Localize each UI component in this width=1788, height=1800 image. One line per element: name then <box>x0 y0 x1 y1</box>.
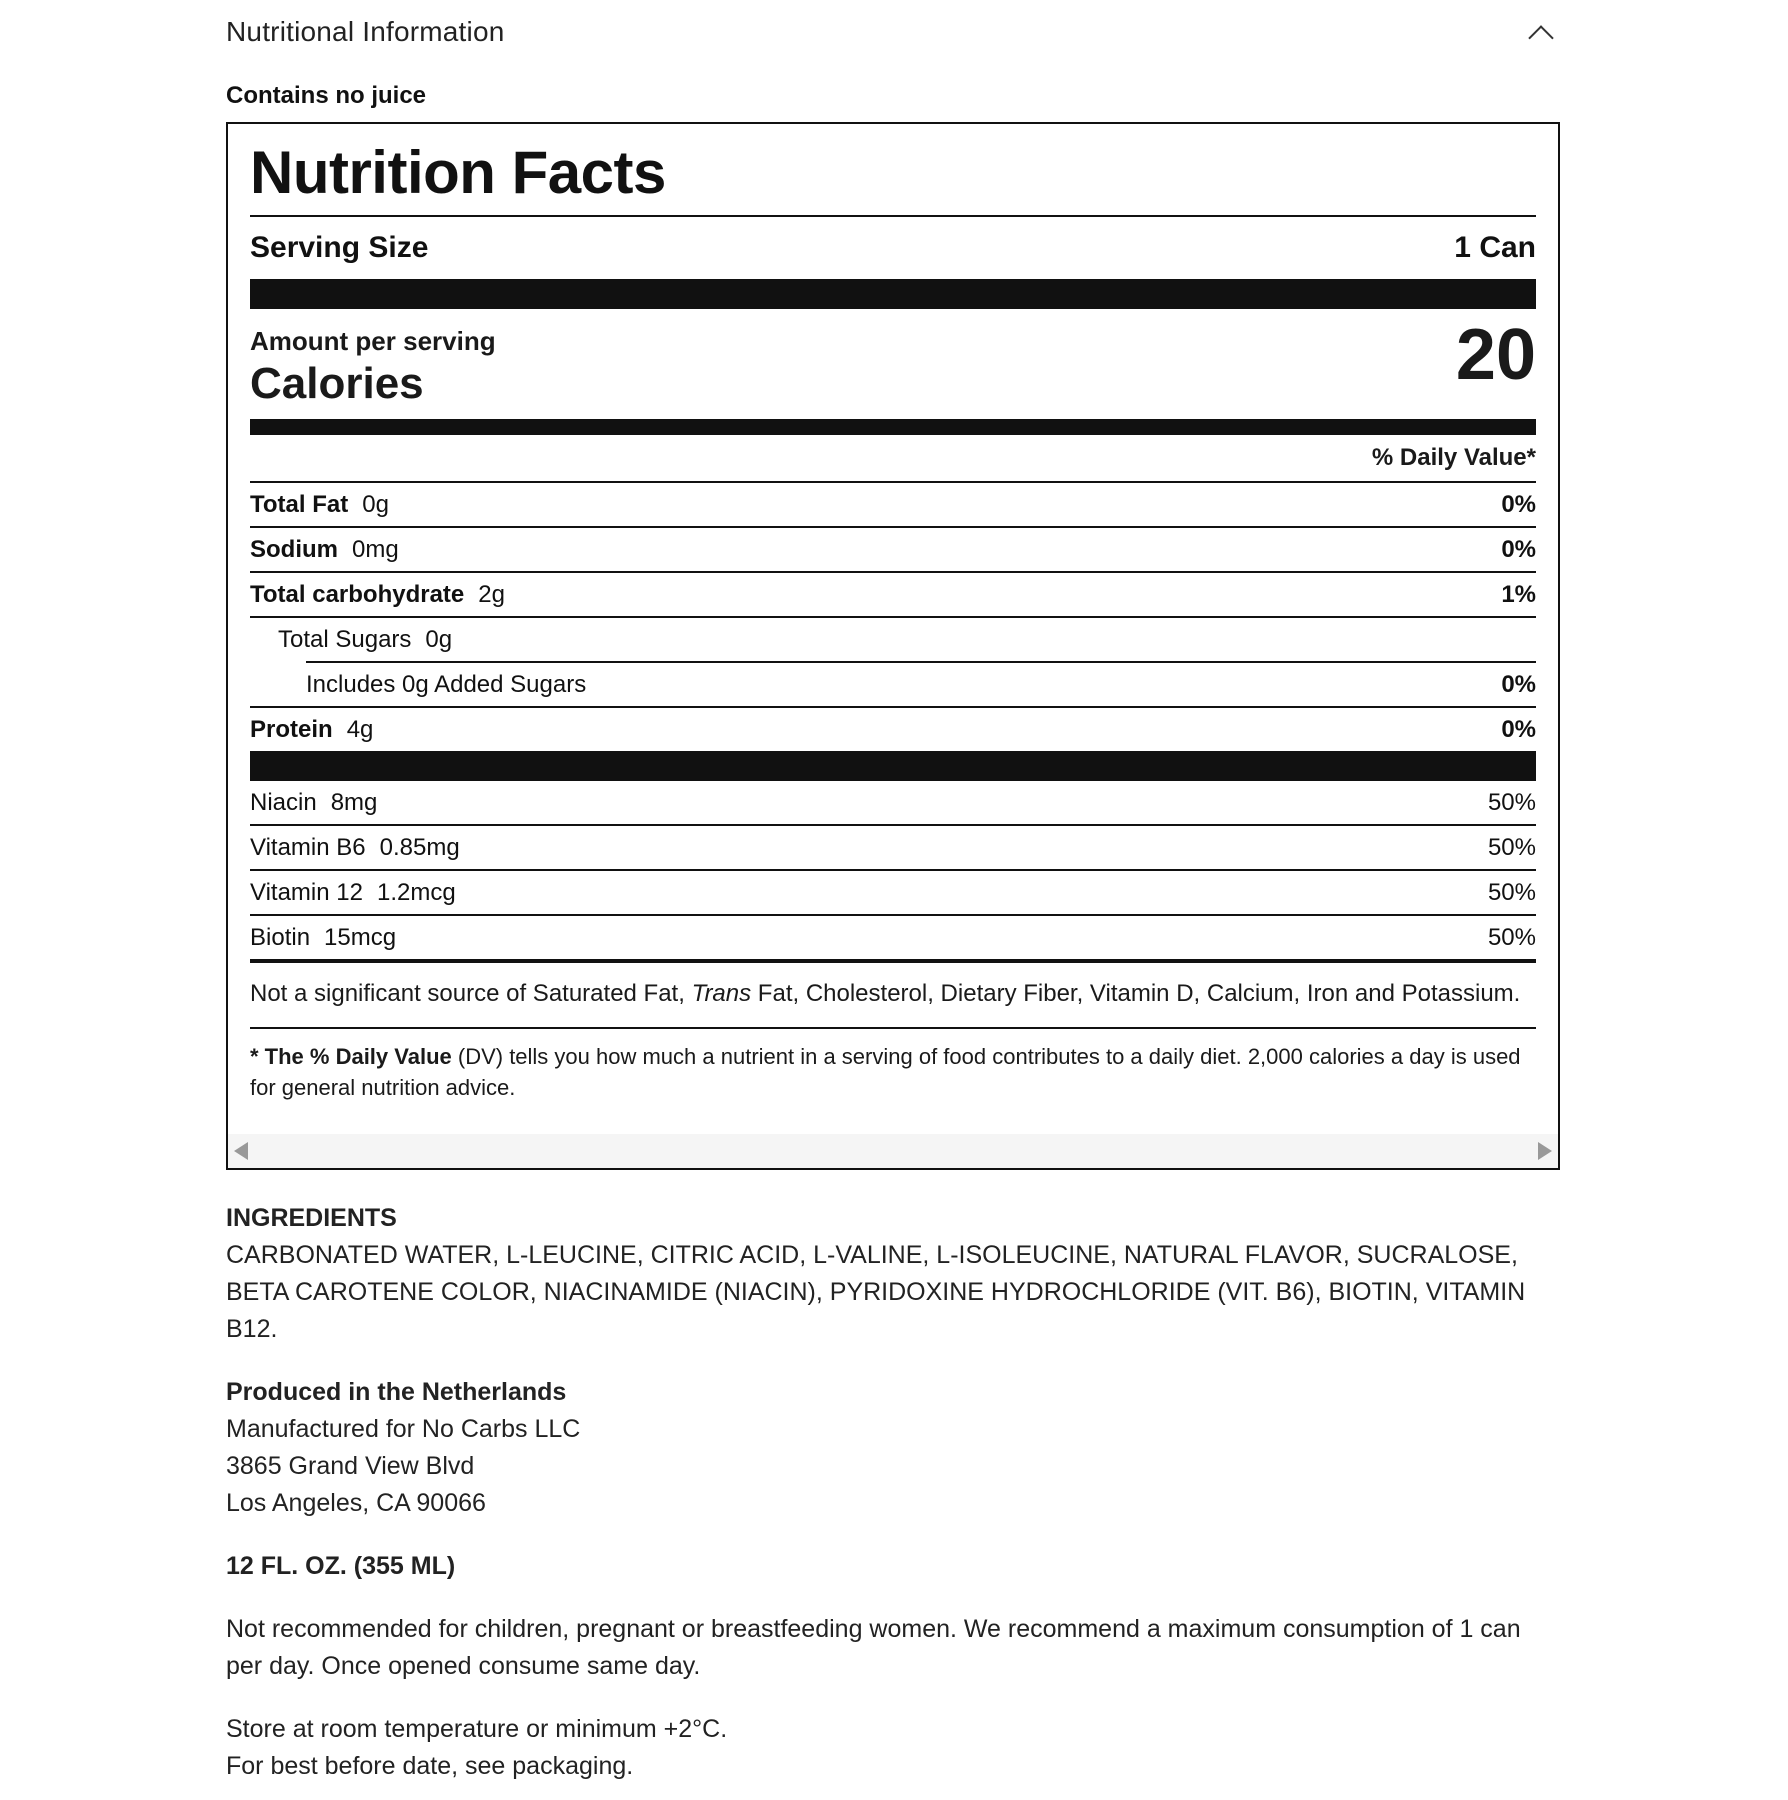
vitamin-row-b6 <box>250 826 1536 871</box>
storage-section <box>226 1711 1560 1785</box>
note-text: Not a significant source of Saturated Fat, <box>250 980 692 1007</box>
nutrient-name: Total carbohydrate <box>250 580 465 608</box>
volume-text: 12 FL. OZ. (355 ML) <box>226 1552 456 1580</box>
calories-label: Calories <box>250 359 424 408</box>
warning-text: Not recommended for children, pregnant or breastfeeding women. We recommend a maximum consumption of 1 can per day. Once opened consume same day. <box>226 1615 1521 1680</box>
vitamin-row-12 <box>250 871 1536 916</box>
nutrient-row-sodium <box>250 528 1536 573</box>
dv-note-text: (DV) tells you how much a nutrient in a serving of food contributes to a daily diet. 2,000 calories a day is used for general nutrition advice. <box>250 1044 1521 1100</box>
origin-heading: Produced in the Netherlands <box>226 1378 567 1406</box>
nutrient-dv: 0% <box>1501 670 1536 698</box>
nutrient-name: Total Fat <box>250 490 349 518</box>
ingredients-text: CARBONATED WATER, L-LEUCINE, CITRIC ACID, L-VALINE, L-ISOLEUCINE, NATURAL FLAVOR, SUCRALOSE, BETA CAROTENE COLOR, NIACINAMIDE (NIACIN), PYRIDOXINE HYDROCHLORIDE (VIT. B6), BIOTIN, VITAMIN B12. <box>226 1241 1526 1343</box>
calories-block <box>250 309 1536 419</box>
vitamin-amount: 15mcg <box>324 923 397 951</box>
scroll-right-arrow-icon[interactable] <box>1538 1142 1552 1160</box>
nutrient-name: Sodium <box>250 535 338 563</box>
trans-text: Trans <box>691 980 752 1007</box>
vitamin-dv: 50% <box>1487 833 1536 861</box>
nutrition-facts-panel <box>226 122 1560 1170</box>
ingredients-heading: INGREDIENTS <box>226 1204 397 1232</box>
volume-section <box>226 1548 1560 1585</box>
vitamin-row-niacin <box>250 781 1536 826</box>
horizontal-scrollbar[interactable] <box>228 1134 1558 1168</box>
vitamin-dv: 50% <box>1487 788 1536 816</box>
origin-line: Manufactured for No Carbs LLC <box>226 1415 581 1443</box>
origin-line: 3865 Grand View Blvd <box>226 1452 475 1480</box>
nutrient-amount: 2g <box>478 580 505 608</box>
dv-note-bold: * The % Daily Value <box>250 1044 452 1069</box>
vitamin-row-biotin <box>250 916 1536 959</box>
nutrient-dv: 1% <box>1501 580 1536 608</box>
vitamin-name: Niacin <box>250 788 317 816</box>
storage-line: For best before date, see packaging. <box>226 1752 634 1780</box>
calories-value: 20 <box>1455 315 1536 395</box>
vitamin-amount: 0.85mg <box>379 833 460 861</box>
product-info-page <box>226 0 1560 1785</box>
vitamin-name: Biotin <box>250 923 311 951</box>
nutrient-row-added-sugars <box>250 663 1536 708</box>
serving-size-label: Serving Size <box>250 231 429 264</box>
nutrient-row-total-carbohydrate <box>250 573 1536 616</box>
nutritional-information-accordion-header[interactable] <box>226 0 1560 64</box>
nutrition-facts-title: Nutrition Facts <box>250 139 666 206</box>
nutrient-dv: 0% <box>1501 535 1536 563</box>
daily-value-footnote <box>250 1029 1536 1113</box>
daily-value-header: % Daily Value* <box>250 435 1536 483</box>
vitamin-amount: 8mg <box>330 788 378 816</box>
chevron-up-icon[interactable] <box>1528 25 1553 50</box>
medium-divider <box>250 419 1536 435</box>
serving-size-value: 1 Can <box>1454 231 1536 264</box>
scroll-left-arrow-icon[interactable] <box>234 1142 248 1160</box>
origin-line: Los Angeles, CA 90066 <box>226 1489 486 1517</box>
ingredients-section <box>226 1200 1560 1348</box>
nutrient-row-protein <box>250 708 1536 751</box>
vitamin-dv: 50% <box>1487 878 1536 906</box>
thick-divider <box>250 751 1536 781</box>
vitamin-name: Vitamin B6 <box>250 833 366 861</box>
serving-size-row <box>250 217 1536 279</box>
vitamin-amount: 1.2mcg <box>376 878 456 906</box>
note-text-cont: Fat, Cholesterol, Dietary Fiber, Vitamin D, Calcium, Iron and Potassium. <box>751 980 1521 1007</box>
nutrient-dv: 0% <box>1501 715 1536 743</box>
nutrient-name: Total Sugars <box>278 625 412 653</box>
vitamin-dv: 50% <box>1487 923 1536 951</box>
thick-divider <box>250 279 1536 309</box>
nutrient-dv: 0% <box>1501 490 1536 518</box>
nutrient-name: Protein <box>250 715 333 743</box>
nutrient-amount: 0mg <box>352 535 399 563</box>
amount-per-serving-label: Amount per serving <box>250 326 496 356</box>
nutrient-amount: 4g <box>346 715 374 743</box>
nutrient-amount: 0g <box>425 625 453 653</box>
storage-line: Store at room temperature or minimum +2°C. <box>226 1715 728 1743</box>
origin-section <box>226 1374 1560 1522</box>
nutrient-name: Includes 0g Added Sugars <box>306 670 587 698</box>
vitamin-name: Vitamin 12 <box>250 878 363 906</box>
not-significant-note <box>250 959 1536 1029</box>
accordion-title: Nutritional Information <box>226 16 505 47</box>
nutrient-row-total-fat <box>250 483 1536 528</box>
nutrient-row-total-sugars <box>250 618 1536 661</box>
nutrient-amount: 0g <box>362 490 389 518</box>
warning-section <box>226 1611 1560 1685</box>
juice-note: Contains no juice <box>226 82 427 109</box>
